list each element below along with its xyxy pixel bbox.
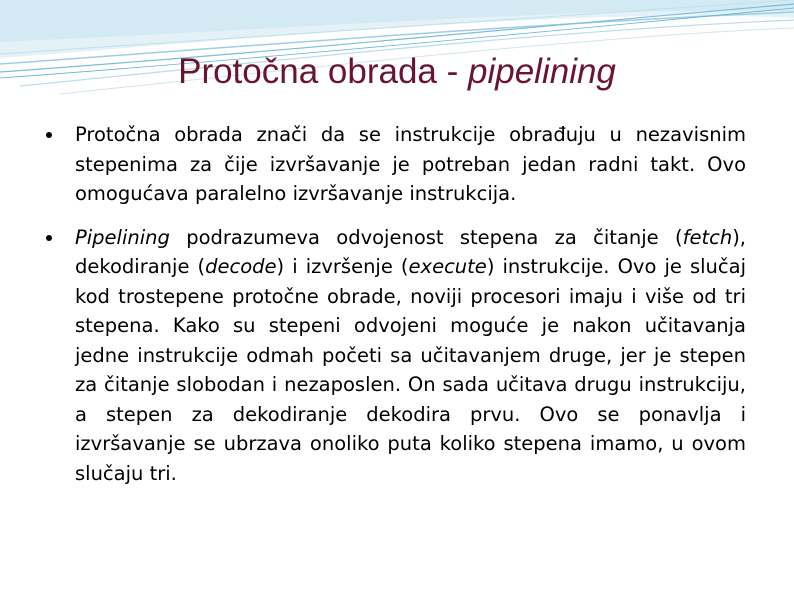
bullet-item <box>46 223 746 489</box>
term-execute: execute <box>408 255 487 278</box>
title-italic-word: pipelining <box>468 52 616 91</box>
bullet-icon <box>46 132 52 138</box>
slide-title: Protočna obrada - pipelining <box>178 52 616 91</box>
term-fetch: fetch <box>682 225 733 249</box>
term-decode: decode <box>205 255 277 278</box>
term-pipelining: Pipelining <box>75 225 170 249</box>
bullet-icon <box>46 235 52 241</box>
bullet-item <box>46 120 746 209</box>
bullet-text: Protočna obrada znači da se instrukcije obrađuju u nezavisnim stepenima za čije izvršavanje je potreban jedan radni takt. Ovo omogućava paralelno izvršavanje instrukcija. <box>75 123 746 205</box>
bullet-text-part: ) i izvršenje ( <box>276 255 409 278</box>
bullet-text-part: podrazumeva odvojenost stepena za čitanje ( <box>169 225 683 249</box>
bullet-text-part: ) instrukcije. Ovo je slučaj kod trostepene protočne obrade, noviji procesori imaju i više od tri stepena. Kako su stepeni odvojeni moguće je nakon učitavanja jedne instrukcije odmah početi sa učitavanjem druge, jer je stepen za čitanje slobodan i nezaposlen. On sada učitava drugu instrukciju, a stepen za dekodiranje dekodira prvu. Ovo se ponavlja i izvršavanje se ubrzava onoliko puta koliko stepena imamo, u ovom slučaju tri. <box>75 255 746 485</box>
bullet-list <box>46 120 746 488</box>
bullet-text-part: ), dekodiranje ( <box>75 225 746 278</box>
